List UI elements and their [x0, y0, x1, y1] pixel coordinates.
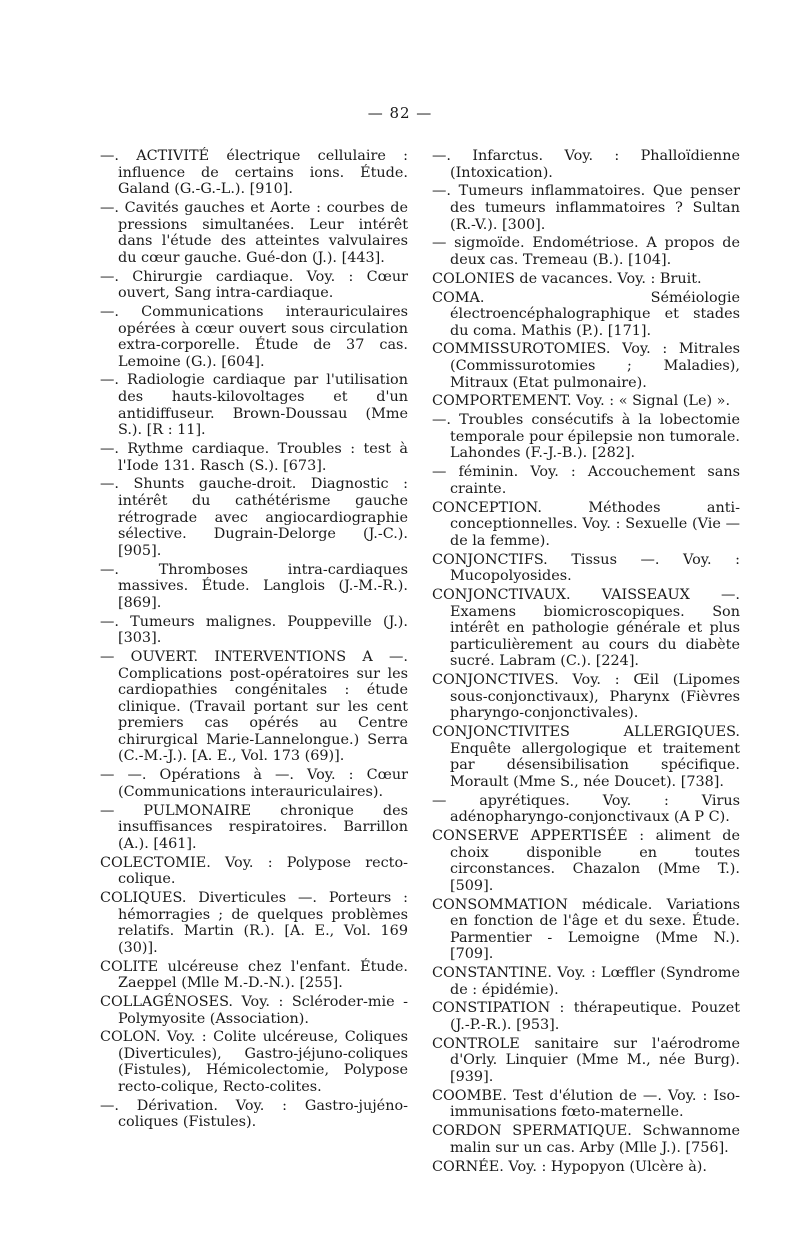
index-entry: —. Troubles consécutifs à la lobectomie temporale pour épilepsie non tumorale. Lahondes (F.-J.-B.). [282]. — [432, 412, 740, 462]
index-entry: —. Radiologie cardiaque par l'utilisation des hauts-kilovoltages et d'un antidiffuseur. Brown-Doussau (Mme S.). [R : 11]. — [100, 372, 408, 439]
index-entry: CONJONCTIFS. Tissus —. Voy. : Mucopolyosides. — [432, 551, 740, 585]
index-columns — [100, 148, 740, 1177]
index-entry: CONSTANTINE. Voy. : Lœffler (Syndrome de : épidémie). — [432, 965, 740, 998]
right-column — [432, 148, 740, 1177]
index-entry: —. Rythme cardiaque. Troubles : test à l'Iode 131. Rasch (S.). [673]. — [100, 441, 408, 474]
index-entry: —. Cavités gauches et Aorte : courbes de pressions simultanées. Leur intérêt dans l'étude des atteintes valvulaires du cœur gauche. Gué-don (J.). [443]. — [100, 199, 408, 266]
index-entry: CORDON SPERMATIQUE. Schwannome malin sur un cas. Arby (Mlle J.). [756]. — [432, 1123, 740, 1156]
index-entry: COMMISSUROTOMIES. Voy. : Mitrales (Commissurotomies ; Maladies), Mitraux (Etat pulmonaire). — [432, 341, 740, 391]
left-column — [100, 148, 408, 1177]
index-entry: — sigmoïde. Endométriose. A propos de deux cas. Tremeau (B.). [104]. — [432, 235, 740, 268]
index-entry: —. Shunts gauche-droit. Diagnostic : intérêt du cathétérisme gauche rétrograde avec angiocardiographie sélective. Dugrain-Delorge (J.-C.). [905]. — [100, 476, 408, 559]
index-entry: COLECTOMIE. Voy. : Polypose recto-colique. — [100, 854, 408, 888]
index-entry: —. Dérivation. Voy. : Gastro-jujéno-coliques (Fistules). — [100, 1097, 408, 1131]
index-entry: —. Chirurgie cardiaque. Voy. : Cœur ouvert, Sang intra-cardiaque. — [100, 268, 408, 302]
index-entry: CONJONCTIVAUX. VAISSEAUX —. Examens biomicroscopiques. Son intérêt en pathologie générale et plus particulièrement au cours du diabète sucré. Labram (C.). [224]. — [432, 586, 740, 670]
index-entry: CONSERVE APPERTISÉE : aliment de choix disponible en toutes circonstances. Chazalon (Mme T.). [509]. — [432, 827, 740, 894]
index-entry: COLONIES de vacances. Voy. : Bruit. — [432, 270, 702, 287]
index-entry: CORNÉE. Voy. : Hypopyon (Ulcère à). — [432, 1158, 707, 1175]
index-entry: CONJONCTIVITES ALLERGIQUES. Enquête allergologique et traitement par désensibilisation spécifique. Morault (Mme S., née Doucet). [738]. — [432, 724, 740, 790]
index-entry: — apyrétiques. Voy. : Virus adénopharyngo-conjonctivaux (A P C). — [432, 792, 740, 826]
index-entry: CONSTIPATION : thérapeutique. Pouzet (J.-P.-R.). [953]. — [432, 1000, 740, 1034]
index-entry: COMA. Séméiologie électroencéphalographique et stades du coma. Mathis (P.). [171]. — [432, 289, 740, 339]
index-entry: CONJONCTIVES. Voy. : Œil (Lipomes sous-conjonctivaux), Pharynx (Fièvres pharyngo-conjonctivales). — [432, 672, 740, 722]
index-entry: COLLAGÉNOSES. Voy. : Scléroder-mie - Polymyosite (Association). — [100, 993, 408, 1027]
index-entry: COLITE ulcéreuse chez l'enfant. Étude. Zaeppel (Mlle M.-D.-N.). [255]. — [100, 958, 408, 992]
index-entry: — PULMONAIRE chronique des insuffisances respiratoires. Barrillon (A.). [461]. — [100, 802, 408, 852]
index-entry: COMPORTEMENT. Voy. : « Signal (Le) ». — [432, 393, 731, 410]
index-entry: —. Communications interauriculaires opérées à cœur ouvert sous circulation extra-corporelle. Étude de 37 cas. Lemoine (G.). [604]. — [100, 303, 408, 370]
index-entry: —. Thromboses intra-cardiaques massives. Étude. Langlois (J.-M.-R.). [869]. — [100, 561, 408, 611]
index-entry: COOMBE. Test d'élution de —. Voy. : Iso-immunisations fœto-maternelle. — [432, 1087, 740, 1121]
index-entry: — féminin. Voy. : Accouchement sans crainte. — [432, 464, 740, 497]
index-entry: —. Infarctus. Voy. : Phalloïdienne (Intoxication). — [432, 148, 740, 181]
index-entry: CONCEPTION. Méthodes anti-conceptionnelles. Voy. : Sexuelle (Vie — de la femme). — [432, 499, 740, 549]
index-entry: —. ACTIVITÉ électrique cellulaire : influence de certains ions. Étude. Galand (G.-G.-L.). [910]. — [100, 148, 408, 198]
page-number: — 82 — — [367, 104, 433, 122]
index-entry: COLIQUES. Diverticules —. Porteurs : hémorragies ; de quelques problèmes relatifs. Martin (R.). [A. E., Vol. 169 (30)]. — [100, 889, 408, 956]
index-entry: COLON. Voy. : Colite ulcéreuse, Coliques (Diverticules), Gastro-jéjuno-coliques (Fistules), Hémicolectomie, Polypose recto-colique, Recto-colites. — [100, 1029, 408, 1096]
index-entry: — OUVERT. INTERVENTIONS A —. Complications post-opératoires sur les cardiopathies congénitales : étude clinique. (Travail portant sur les cent premiers cas opérés au Centre chirurgical Marie-Lannelongue.) Serra (C.-M.-J.). [A. E., Vol. 173 (69)]. — [100, 648, 408, 765]
index-entry: — —. Opérations à —. Voy. : Cœur (Communications interauriculaires). — [100, 767, 408, 800]
index-entry: —. Tumeurs inflammatoires. Que penser des tumeurs inflammatoires ? Sultan (R.-V.). [300]. — [432, 183, 740, 233]
index-entry: CONSOMMATION médicale. Variations en fonction de l'âge et du sexe. Étude. Parmentier - Lemoigne (Mme N.). [709]. — [432, 896, 740, 963]
index-entry: —. Tumeurs malignes. Pouppeville (J.). [303]. — [100, 613, 408, 647]
index-entry: CONTROLE sanitaire sur l'aérodrome d'Orly. Linquier (Mme M., née Burg). [939]. — [432, 1035, 740, 1086]
